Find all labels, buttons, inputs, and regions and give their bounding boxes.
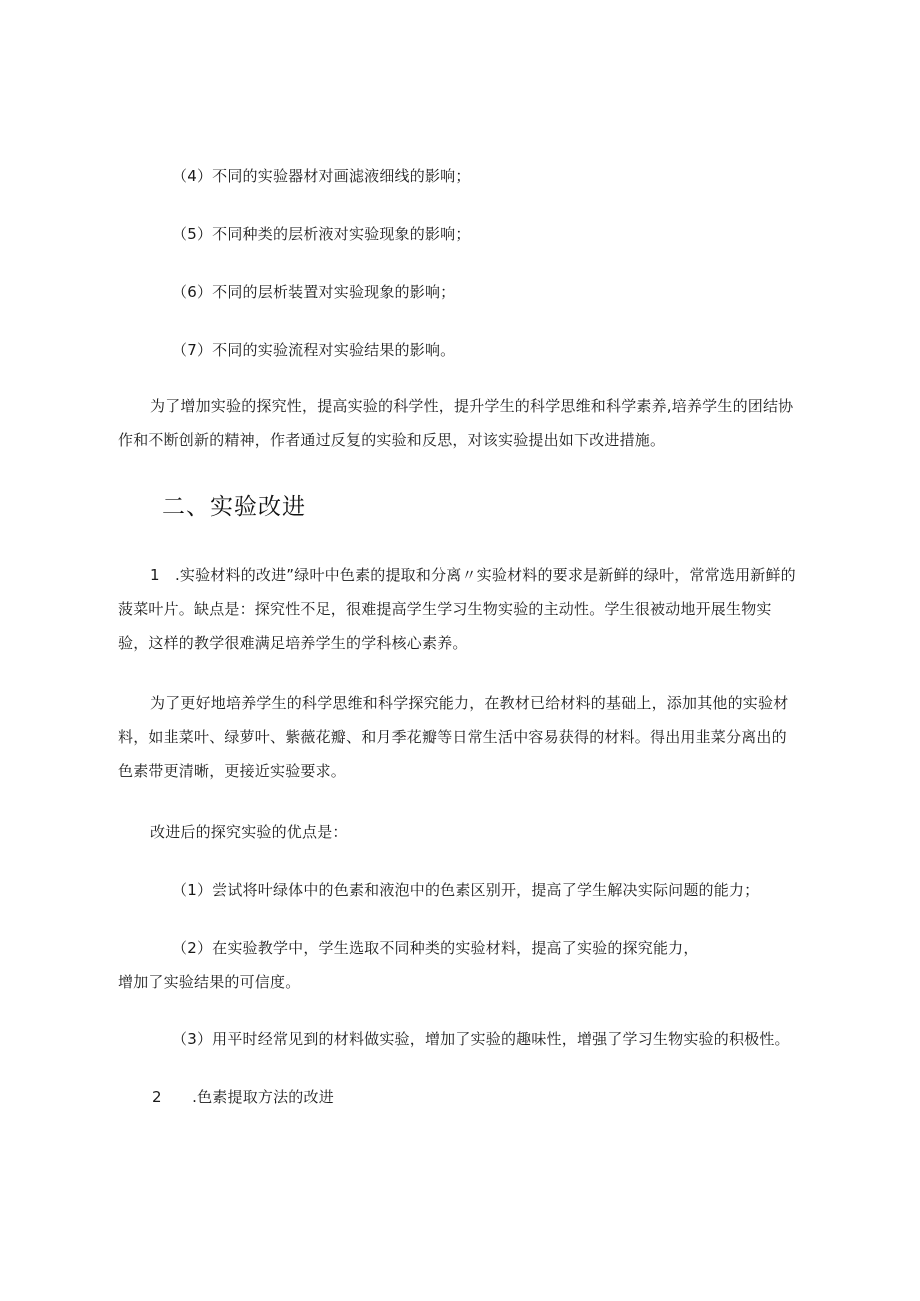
advantage-item-3: （3）用平时经常见到的材料做实验，增加了实验的趣味性，增强了学习生物实验的积极性。 [172, 1030, 790, 1048]
advantage-item-2-line-1: （2）在实验教学中，学生选取不同种类的实验材料，提高了实验的探究能力， [172, 939, 699, 957]
para2-line-3: 色素带更清晰，更接近实验要求。 [118, 762, 347, 780]
para2-line-1: 为了更好地培养学生的科学思维和科学探究能力，在教材已给材料的基础上，添加其他的实验材 [150, 694, 789, 712]
advantages-label: 改进后的探究实验的优点是： [150, 823, 348, 841]
advantage-item-2-line-2: 增加了实验结果的可信度。 [118, 973, 301, 991]
list-item-6: （6）不同的层析装置对实验现象的影响； [172, 283, 456, 301]
list-item-7: （7）不同的实验流程对实验结果的影响。 [172, 341, 456, 359]
section-heading: 二、实验改进 [162, 494, 306, 520]
para1-line-2: 菠菜叶片。缺点是：探究性不足，很难提高学生学习生物实验的主动性。学生很被动地开展生物实 [118, 600, 772, 618]
subheading-2: 2 .色素提取方法的改进 [152, 1088, 334, 1106]
intro-paragraph-line-2: 作和不断创新的精神，作者通过反复的实验和反思，对该实验提出如下改进措施。 [118, 431, 666, 449]
list-item-5: （5）不同种类的层析液对实验现象的影响； [172, 225, 471, 243]
list-item-4: （4）不同的实验器材对画滤液细线的影响； [172, 167, 471, 185]
para1-line-3: 验，这样的教学很难满足培养学生的学科核心素养。 [118, 634, 468, 652]
para2-line-2: 料，如韭菜叶、绿萝叶、紫薇花瓣、和月季花瓣等日常生活中容易获得的材料。得出用韭菜分离出的 [118, 728, 787, 746]
para1-line-1: 1 .实验材料的改进”绿叶中色素的提取和分离〃实验材料的要求是新鲜的绿叶，常常选用新鲜的 [150, 566, 796, 584]
intro-paragraph-line-1: 为了增加实验的探究性，提高实验的科学性，提升学生的科学思维和科学素养,培养学生的团结协 [150, 397, 794, 415]
advantage-item-1: （1）尝试将叶绿体中的色素和液泡中的色素区别开，提高了学生解决实际问题的能力； [172, 881, 760, 899]
